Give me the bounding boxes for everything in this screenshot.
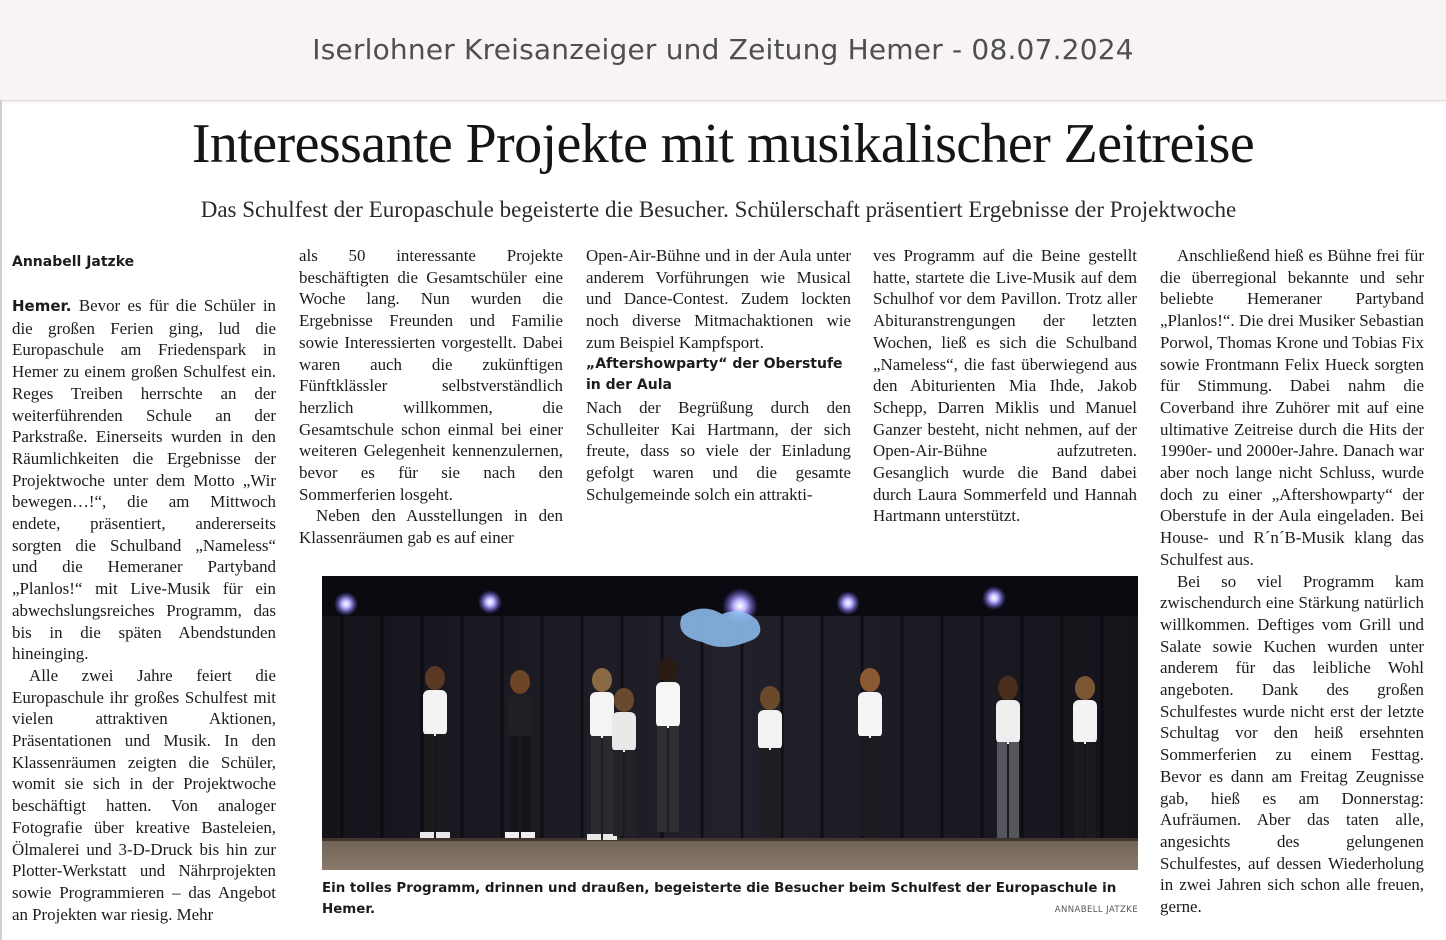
photo-caption: Ein tolles Programm, drinnen und draußen, begeisterte die Besucher beim Schulfest der Europaschule in Hemer.	[322, 881, 1117, 917]
stage-dance-photo	[322, 576, 1138, 870]
article-photo	[322, 576, 1138, 870]
dateline: Hemer.	[12, 297, 72, 315]
paragraph: Open-Air-Bühne und in der Aula unter anderem Vorführungen wie Musical und Dance-Contest. Zudem lockten noch diverse Mitmachaktionen wie zum Beispiel Kampfsport.	[586, 246, 851, 352]
section-subheading: „Aftershowparty“ der Oberstufe in der Aula	[586, 355, 843, 394]
paragraph: Anschließend hieß es Bühne frei für die überregional bekannte und sehr beliebte Hemeraner Partyband „Planlos!“. Die drei Musiker Sebastian Porwol, Thomas Krone und Tobias Fix sowie Frontmann Felix Hueck sorgten für Stimmung. Dabei nahm die Coverband ihre Zuhörer mit auf eine ultimative Zeitreise durch die Hits der 1990er- und 2000er-Jahre. Danach war aber noch lange nicht Schluss, wurde doch zu einer „Aftershowparty“ der Oberstufe in der Aula eingeladen. Bei House- und R´n´B-Musik klang das Schulfest aus.	[1160, 246, 1424, 569]
paragraph	[12, 295, 276, 665]
paragraph: Bei so viel Programm kam zwischendurch eine Stärkung natürlich willkommen. Deftiges vom Grill und Salate sowie Kuchen wurden unter anderem für das leibliche Wohl angeboten. Dank des großen Schulfestes wurde nicht erst der letzte Schultag vor den heiß ersehnten Sommerferien zu einem Festtag. Bevor es dann am Freitag Zeugnisse gab, hieß es am Donnerstag: Aufräumen. Aber das taten alle, angesichts des gelungenen Schulfestes, auf dessen Wiederholung in zwei Jahren sich schon alle freuen, gerne.	[1160, 571, 1424, 917]
photo-credit: ANNABELL JATZKE	[1054, 905, 1138, 915]
author-byline: Annabell Jatzke	[12, 254, 135, 270]
paragraph: als 50 interessante Projekte beschäftigten die Gesamtschüler eine Woche lang. Nun wurden die Ergebnisse Freunden und Familie sowie Interessierten vorgestellt. Dabei waren auch die zukünftigen Fünftklässler selbstverständlich herzlich willkommen, die Gesamtschule schon einmal bei einer weiteren Gelegenheit kennenzulernen, bevor es für sie nach den Sommerferien losgeht.	[299, 246, 563, 504]
article-subheadline: Das Schulfest der Europaschule begeisterte die Besucher. Schülerschaft präsentiert Ergebnisse der Projektwoche	[200, 197, 1237, 222]
article-column-2	[299, 245, 563, 549]
article-column-3	[586, 245, 851, 505]
paragraph: Nach der Begrüßung durch den Schulleiter Kai Hartmann, der sich freute, dass so viele der Einladung gefolgt waren und die gesamte Schulgemeinde solch ein attrakti-	[586, 397, 851, 504]
paragraph: Neben den Ausstellungen in den Klassenräumen gab es auf einer	[299, 506, 563, 548]
page-edge	[0, 100, 2, 940]
article-column-5	[1160, 245, 1424, 918]
paragraph-text: Bevor es für die Schüler in die großen Ferien ging, lud die Europaschule am Friedenspark in Hemer zu einem großen Schulfest ein. Reges Treiben herrschte an der weiterführenden Schule an der Parkstraße. Einerseits wurden in den Räumlichkeiten die Ergebnisse der Projektwoche unter dem Motto „Wir bewegen…!“, die am Mittwoch endete, präsentiert, andererseits sorgten die Schulband „Nameless“ und die Hemeraner Partyband „Planlos!“ mit Live-Musik für ein abwechslungsreiches Programm, das bis in die späten Abendstunden hineinging.	[12, 296, 276, 664]
newspaper-header	[0, 0, 1446, 101]
article-column-4	[873, 245, 1137, 527]
article-headline: Interessante Projekte mit musikalischer Zeitreise	[191, 113, 1255, 175]
publication-title: Iserlohner Kreisanzeiger und Zeitung Hemer - 08.07.2024	[312, 32, 1134, 66]
paragraph: ves Programm auf die Beine gestellt hatte, startete die Live-Musik auf dem Schulhof vor dem Pavillon. Trotz aller Abituranstrengungen der letzten Wochen, ließ es sich die Schulband „Nameless“, die fast überwiegend aus den Abiturienten Mia Ihde, Jakob Schepp, Darren Miklis und Manuel Ganzer besteht, nicht nehmen, auf der Open-Air-Bühne aufzutreten. Gesanglich wurde die Band dabei durch Laura Sommerfeld und Hannah Hartmann unterstützt.	[873, 246, 1137, 526]
article-column-1	[12, 245, 276, 925]
paragraph: Alle zwei Jahre feiert die Europaschule ihr großes Schulfest mit vielen attraktiven Aktionen, Präsentationen und Musik. In den Klassenräumen zeigten die Schüler, womit sie sich in der Projektwoche beschäftigt hatten. Von analoger Fotografie über kreative Basteleien, Ölmalerei und 3-D-Druck bis hin zur Plotter-Werkstatt und Nährprojekten sowie Programmieren – das Angebot an Projekten war riesig. Mehr	[12, 665, 276, 924]
